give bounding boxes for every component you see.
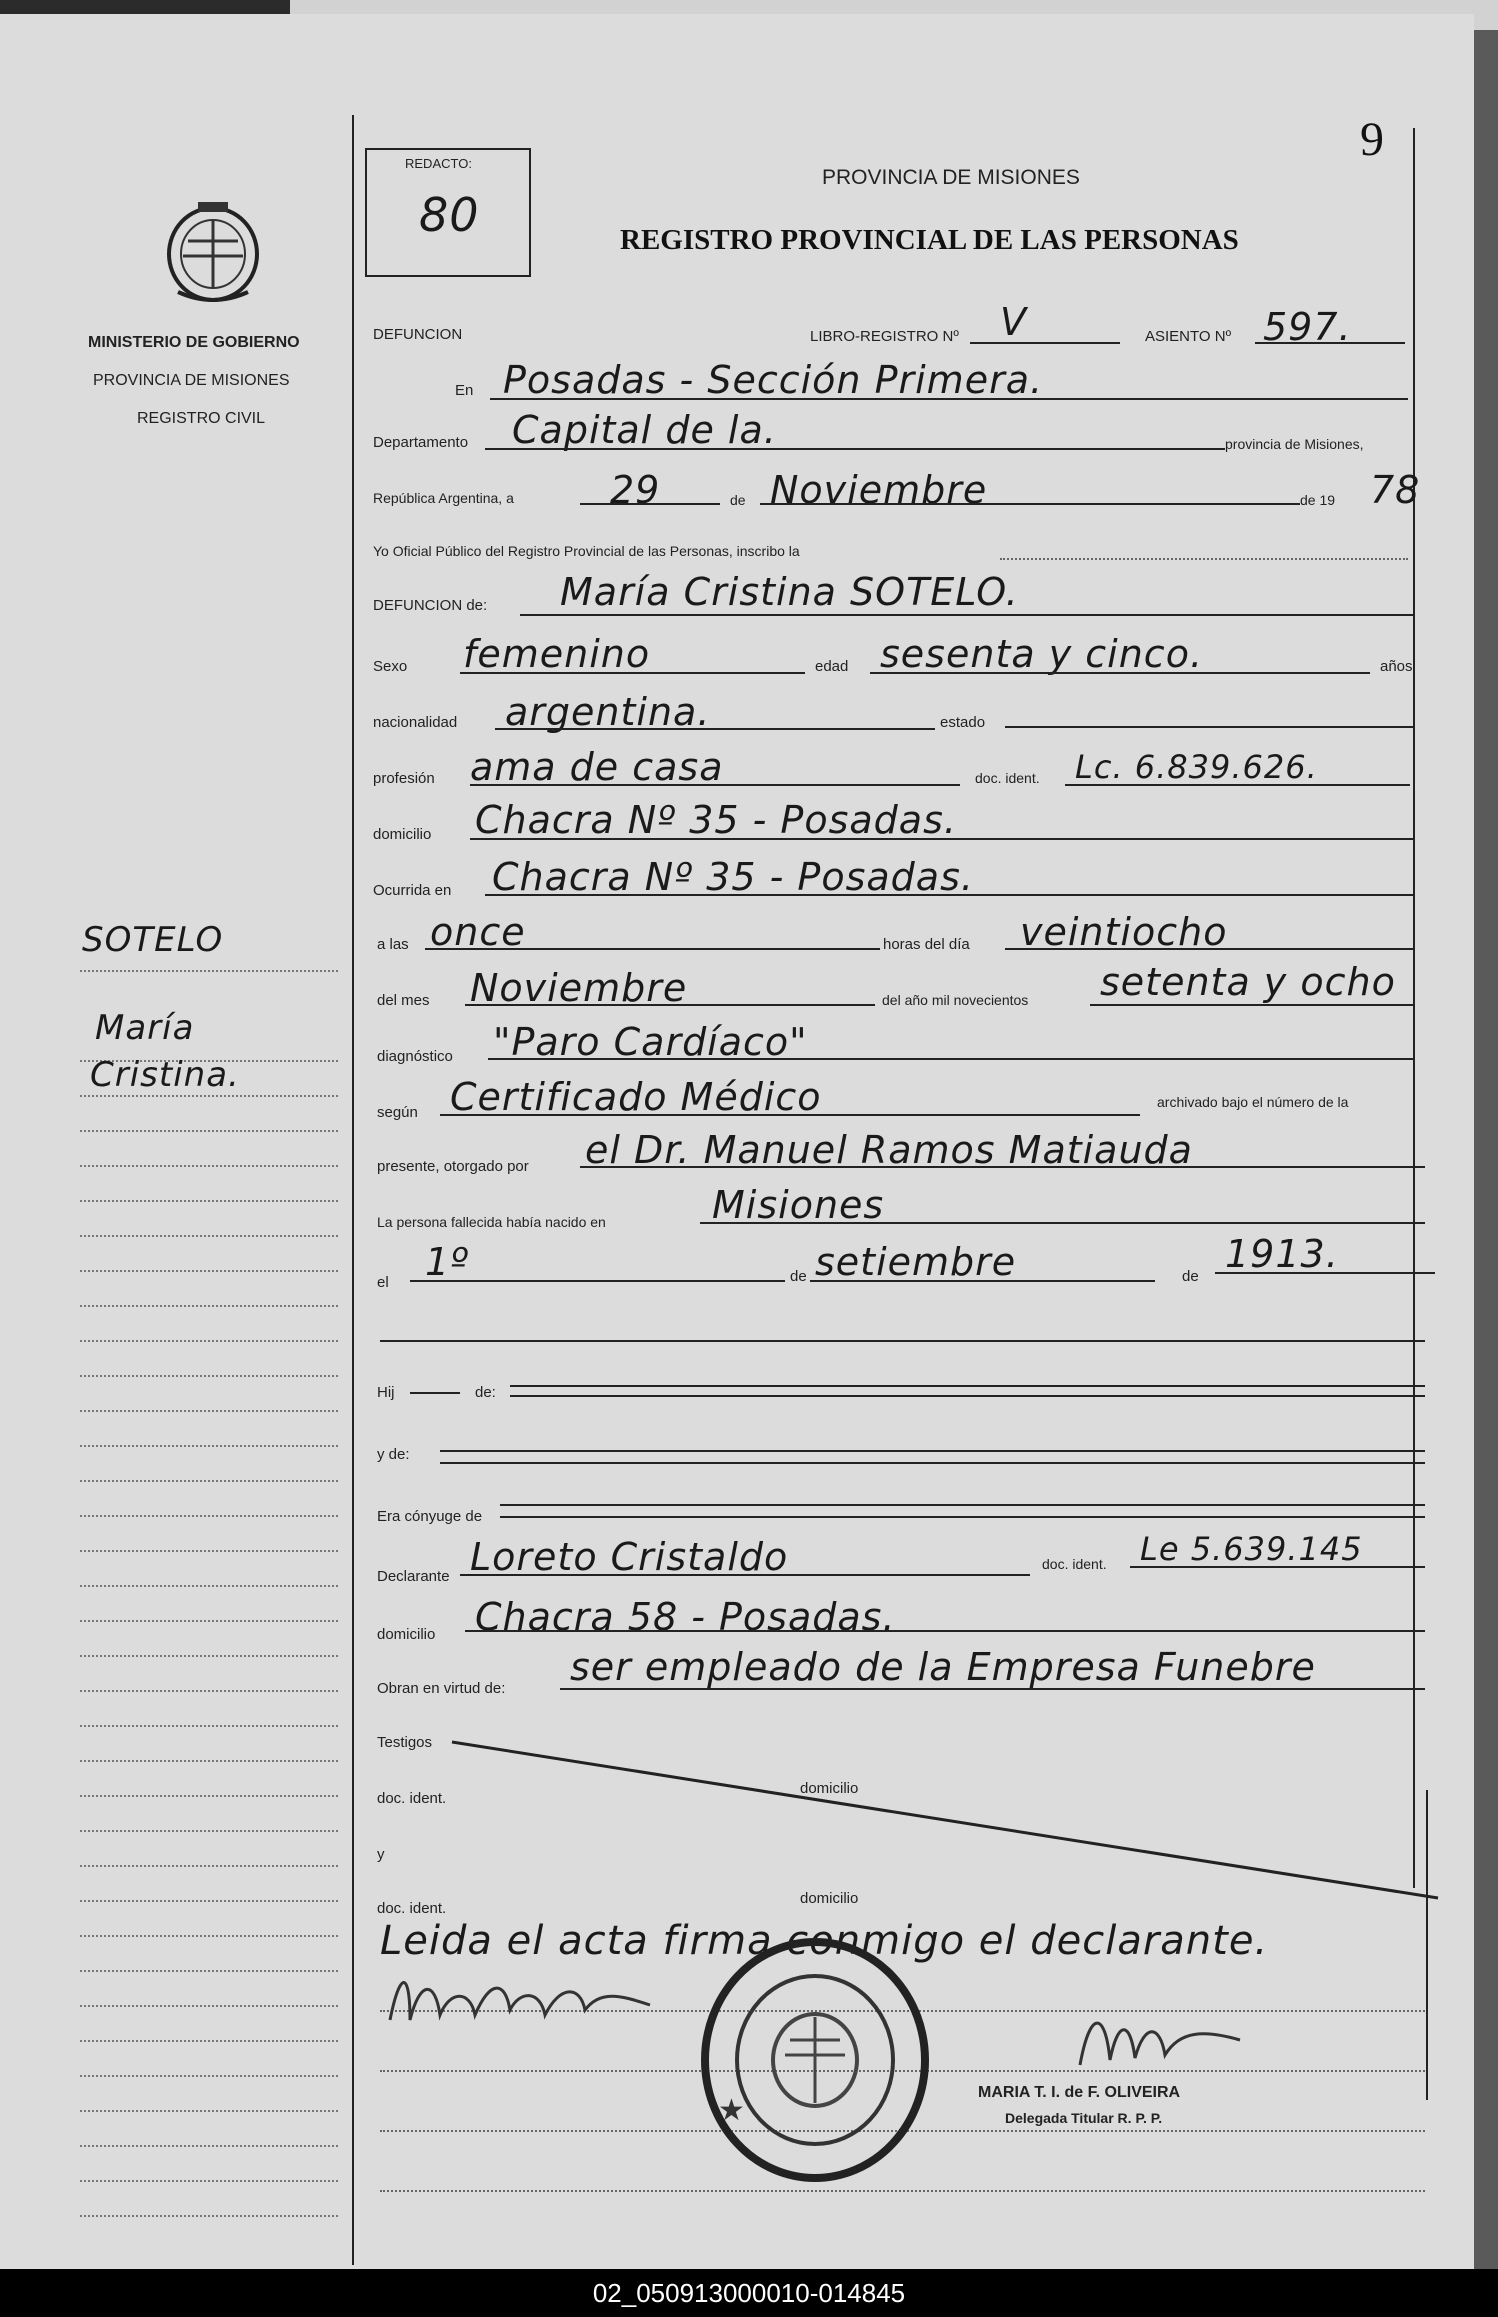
domicilio-label: domicilio [373, 826, 432, 843]
month-line [760, 503, 1300, 505]
testigo2-dom-label: domicilio [800, 1890, 859, 1907]
blank-line-1 [380, 1340, 1425, 1342]
asiento-line [1255, 342, 1405, 344]
provincial-crest-icon [158, 196, 268, 306]
declarante-doc-label: doc. ident. [1042, 1556, 1107, 1572]
hora-value: once [430, 910, 526, 954]
de-nac-label: de [790, 1268, 807, 1285]
day-line [580, 503, 720, 505]
declarante-dom-value: Chacra 58 - Posadas. [475, 1595, 896, 1639]
defuncion-label: DEFUNCION [373, 326, 463, 343]
official-role: Delegada Titular R. P. P. [1005, 2110, 1163, 2126]
sexo-line [460, 672, 805, 674]
profesion-value: ama de casa [470, 745, 724, 789]
declarante-doc-line [1130, 1566, 1425, 1568]
ano-letras-value: setenta y ocho [1100, 960, 1396, 1004]
obran-label: Obran en virtud de: [377, 1680, 506, 1697]
alas-label: a las [377, 936, 409, 953]
official-name: MARIA T. I. de F. OLIVEIRA [978, 2084, 1181, 2101]
left-frame-line [352, 115, 354, 2265]
delmes-label: del mes [377, 992, 430, 1009]
declarante-dom-line [465, 1630, 1425, 1632]
otorgado-value: el Dr. Manuel Ramos Matiauda [585, 1128, 1193, 1172]
testigos-label: Testigos [377, 1734, 433, 1751]
libro-line [970, 342, 1120, 344]
libro-label: LIBRO-REGISTRO Nº [810, 328, 959, 345]
leida-text: Leida el acta firma conmigo el declarante. [380, 1918, 1269, 1964]
profesion-line [470, 784, 960, 786]
departamento-line [485, 448, 1225, 450]
right-frame-line [1413, 128, 1415, 1888]
testigo1-doc-label: doc. ident. [377, 1790, 447, 1807]
hij-de-label: de: [475, 1384, 496, 1401]
segun-line [440, 1114, 1140, 1116]
conyuge-line [500, 1504, 1425, 1506]
declarante-line [460, 1574, 1030, 1576]
domicilio-line [470, 838, 1413, 840]
nacido-line [700, 1222, 1425, 1224]
asiento-label: ASIENTO Nº [1145, 328, 1232, 345]
libro-value: V [1000, 300, 1027, 344]
edad-line [870, 672, 1370, 674]
page-number: 9 [1360, 113, 1384, 166]
nacionalidad-line [495, 728, 935, 730]
archivado-label: archivado bajo el número de la [1157, 1094, 1349, 1110]
diagnostico-line [488, 1058, 1413, 1060]
doc-label: doc. ident. [975, 770, 1040, 786]
hij-de-line [510, 1385, 1425, 1387]
header-province: PROVINCIA DE MISIONES [822, 166, 1080, 189]
hij-line [410, 1392, 460, 1394]
margin-surname: SOTELO [82, 920, 224, 960]
testigo1-dom-label: domicilio [800, 1780, 859, 1797]
sexo-label: Sexo [373, 658, 408, 675]
segun-value: Certificado Médico [450, 1075, 822, 1119]
bottom-dotted-4 [380, 2190, 1425, 2192]
ocurrida-line [485, 894, 1413, 896]
ocurrida-label: Ocurrida en [373, 882, 452, 899]
provincia-label: provincia de Misiones, [1225, 436, 1364, 452]
conyuge-label: Era cónyuge de [377, 1508, 483, 1525]
declarante-value: Loreto Cristaldo [470, 1535, 789, 1579]
segun-label: según [377, 1104, 418, 1121]
hij-de-line-2 [510, 1395, 1425, 1397]
ministry-label: MINISTERIO DE GOBIERNO [88, 334, 300, 351]
testigo2-doc-label: doc. ident. [377, 1900, 447, 1917]
declarante-dom-label: domicilio [377, 1626, 436, 1643]
otorgado-line [580, 1166, 1425, 1168]
dia-letras-line [1005, 948, 1413, 950]
nac-mes-line [810, 1280, 1155, 1282]
nacionalidad-value: argentina. [505, 690, 711, 734]
nac-dia-line [410, 1280, 785, 1282]
en-line [490, 398, 1408, 400]
deceased-name: María Cristina SOTELO. [560, 570, 1019, 614]
en-label: En [455, 382, 474, 399]
mes2-line [465, 1004, 875, 1006]
departamento-label: Departamento [373, 434, 469, 451]
edad-label: edad [815, 658, 849, 675]
day-value: 29 [610, 468, 661, 512]
yo-label: Yo Oficial Público del Registro Provincial de las Personas, inscribo la [373, 543, 800, 559]
left-province-label: PROVINCIA DE MISIONES [93, 372, 290, 389]
header-title: REGISTRO PROVINCIAL DE LAS PERSONAS [620, 224, 1239, 256]
ano-letras-line [1090, 1004, 1413, 1006]
dia-letras-value: veintiocho [1020, 910, 1228, 954]
hij-label: Hij [377, 1384, 395, 1401]
doc-line [1065, 784, 1410, 786]
de-nac-label-2: de [1182, 1268, 1199, 1285]
y-label: y [377, 1846, 385, 1863]
official-seal-stamp [690, 1935, 940, 2185]
defuncion-de-label: DEFUNCION de: [373, 597, 488, 614]
conyuge-line-2 [500, 1516, 1425, 1518]
edad-value: sesenta y cinco. [880, 632, 1204, 676]
name-line [520, 614, 1413, 616]
month-value: Noviembre [770, 468, 988, 512]
delano-label: del año mil novecientos [882, 992, 1029, 1008]
en-value: Posadas - Sección Primera. [503, 358, 1044, 402]
yo-line [1000, 558, 1408, 560]
estado-label: estado [940, 714, 986, 731]
nac-dia-value: 1º [425, 1240, 470, 1284]
republica-label: República Argentina, a [373, 490, 514, 506]
svg-text:★: ★ [718, 2094, 745, 2127]
civil-registry-label: REGISTRO CIVIL [137, 410, 266, 427]
departamento-value: Capital de la. [512, 408, 777, 452]
official-signature [1070, 2000, 1250, 2075]
obran-line [560, 1688, 1425, 1690]
sexo-value: femenino [463, 632, 651, 676]
estado-line [1005, 726, 1415, 728]
nacido-label: La persona fallecida había nacido en [377, 1214, 606, 1230]
diagnostico-value: "Paro Cardíaco" [493, 1020, 808, 1064]
de-label: de [730, 492, 746, 508]
mes2-value: Noviembre [470, 966, 688, 1010]
declarant-signature [380, 1960, 660, 2040]
presente-label: presente, otorgado por [377, 1158, 529, 1175]
nac-ano-value: 1913. [1225, 1232, 1339, 1276]
anos-label: años [1380, 658, 1413, 675]
redacto-label: REDACTO: [405, 156, 472, 171]
ocurrida-value: Chacra Nº 35 - Posadas. [492, 855, 974, 899]
profesion-label: profesión [373, 770, 435, 787]
yde-line [440, 1450, 1425, 1452]
redacto-box [365, 148, 531, 277]
cancellation-stroke [450, 1740, 1440, 1900]
diagnostico-label: diagnóstico [377, 1048, 453, 1065]
asiento-value: 597. [1263, 305, 1352, 349]
yde-label: y de: [377, 1446, 410, 1463]
nacido-value: Misiones [712, 1183, 885, 1227]
redacto-value: 80 [419, 188, 480, 242]
scan-footer-id: 02_050913000010-014845 [0, 2269, 1498, 2317]
doc-value: Lc. 6.839.626. [1075, 748, 1318, 786]
yde-line-2 [440, 1462, 1425, 1464]
year-value: 78 [1370, 468, 1421, 512]
el-label: el [377, 1274, 389, 1291]
domicilio-value: Chacra Nº 35 - Posadas. [475, 798, 957, 842]
margin-name-1: María [95, 1008, 195, 1048]
de19-label: de 19 [1300, 492, 1336, 508]
declarante-doc-value: Le 5.639.145 [1140, 1530, 1363, 1568]
margin-name-2: Cristina. [90, 1055, 240, 1095]
horas-label: horas del día [883, 936, 970, 953]
declarante-label: Declarante [377, 1568, 450, 1585]
nac-mes-value: setiembre [815, 1240, 1017, 1284]
obran-value: ser empleado de la Empresa Funebre [570, 1645, 1316, 1689]
hora-line [425, 948, 880, 950]
nac-ano-line [1215, 1272, 1435, 1274]
nacionalidad-label: nacionalidad [373, 714, 458, 731]
